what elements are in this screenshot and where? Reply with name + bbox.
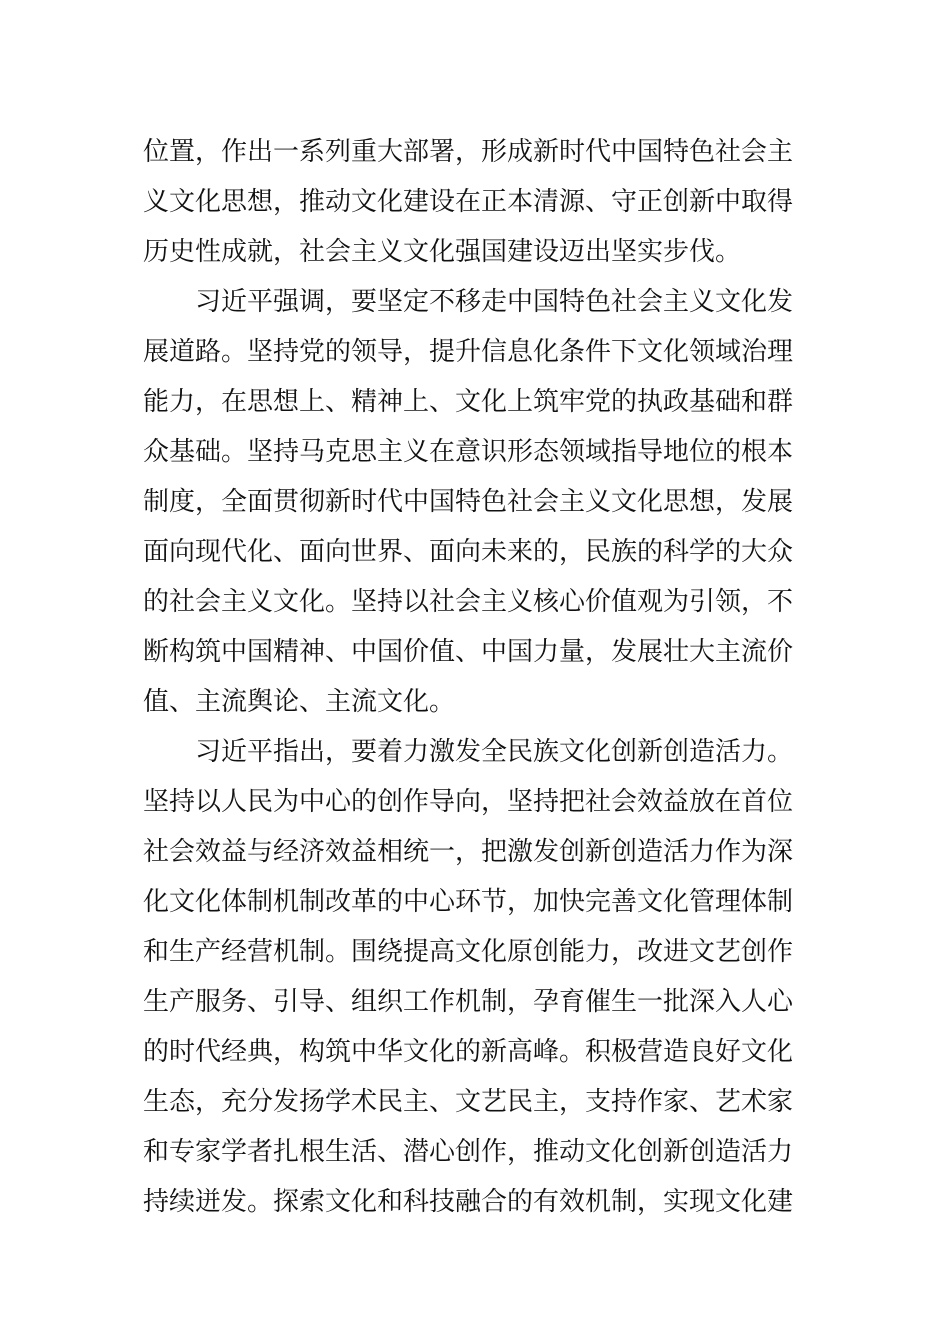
text-line: 制度，全面贯彻新时代中国特色社会主义文化思想，发展	[143, 487, 794, 517]
text-line: 断构筑中国精神、中国价值、中国力量，发展壮大主流价	[143, 637, 794, 667]
paragraph-3	[143, 727, 808, 1227]
text-line: 坚持以人民为中心的创作导向，坚持把社会效益放在首位	[143, 787, 794, 817]
text-line: 的时代经典，构筑中华文化的新高峰。积极营造良好文化	[143, 1037, 794, 1067]
text-line: 位置，作出一系列重大部署，形成新时代中国特色社会主	[143, 137, 794, 167]
text-line: 和生产经营机制。围绕提高文化原创能力，改进文艺创作	[143, 937, 794, 967]
text-line: 的社会主义文化。坚持以社会主义核心价值观为引领，不	[143, 587, 794, 617]
text-line: 值、主流舆论、主流文化。	[143, 687, 456, 717]
body-text	[143, 127, 808, 1227]
text-line: 习近平指出，要着力激发全民族文化创新创造活力。	[195, 737, 794, 767]
paragraph-2	[143, 277, 808, 727]
text-line: 化文化体制机制改革的中心环节，加快完善文化管理体制	[143, 887, 794, 917]
text-line: 持续迸发。探索文化和科技融合的有效机制，实现文化建	[143, 1187, 794, 1217]
text-line: 社会效益与经济效益相统一，把激发创新创造活力作为深	[143, 837, 794, 867]
paragraph-1	[143, 127, 808, 277]
text-line: 和专家学者扎根生活、潜心创作，推动文化创新创造活力	[143, 1137, 794, 1167]
text-line: 生产服务、引导、组织工作机制，孕育催生一批深入人心	[143, 987, 794, 1017]
text-line: 习近平强调，要坚定不移走中国特色社会主义文化发	[195, 287, 794, 317]
text-line: 历史性成就，社会主义文化强国建设迈出坚实步伐。	[143, 237, 742, 267]
text-line: 展道路。坚持党的领导，提升信息化条件下文化领域治理	[143, 337, 794, 367]
text-line: 面向现代化、面向世界、面向未来的，民族的科学的大众	[143, 537, 794, 567]
text-line: 生态，充分发扬学术民主、文艺民主，支持作家、艺术家	[143, 1087, 794, 1117]
text-line: 众基础。坚持马克思主义在意识形态领域指导地位的根本	[143, 437, 794, 467]
text-line: 能力，在思想上、精神上、文化上筑牢党的执政基础和群	[143, 387, 794, 417]
text-line: 义文化思想，推动文化建设在正本清源、守正创新中取得	[143, 187, 794, 217]
